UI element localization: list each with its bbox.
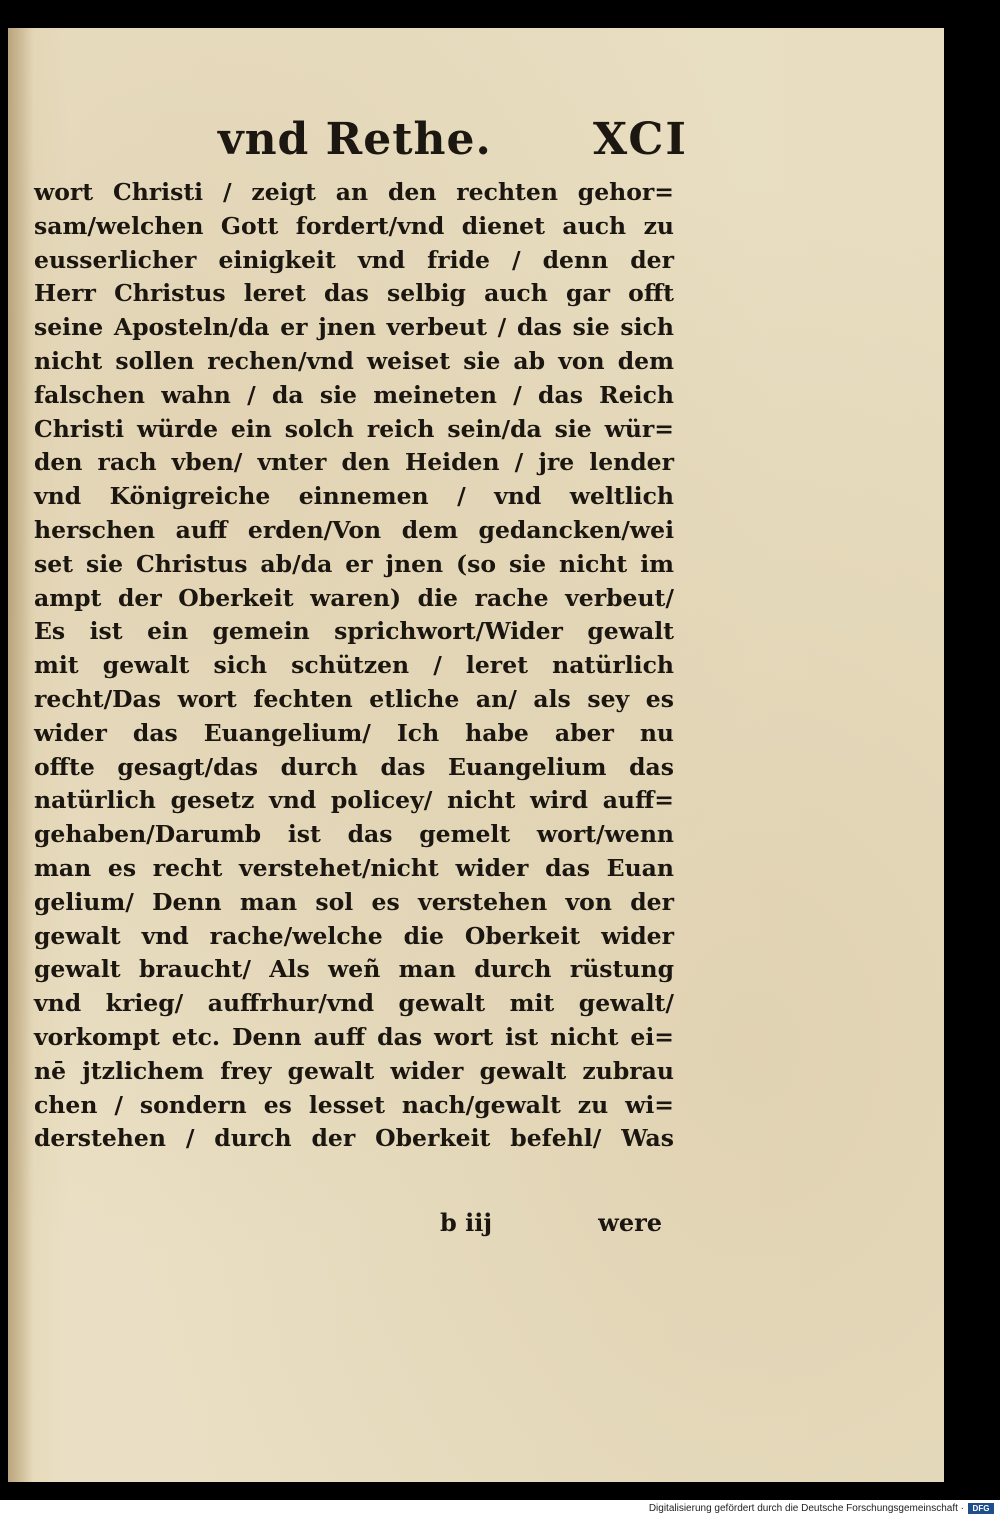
text-line: natürlich gesetz vnd policey/ nicht wird auff=	[34, 786, 674, 815]
text-line: vnd krieg/ auffrhur/vnd gewalt mit gewalt/	[34, 989, 674, 1018]
text-line: ampt der Oberkeit waren) die rache verbeut/	[34, 583, 674, 612]
book-page	[8, 28, 944, 1482]
text-line: Herr Christus leret das selbig auch gar offt	[34, 279, 674, 308]
text-line: nē jtzlichem frey gewalt wider gewalt zubrau	[34, 1056, 674, 1085]
body-text-block	[34, 176, 674, 1156]
funding-caption: Digitalisierung gefördert durch die Deutsche Forschungsgemeinschaft ·	[648, 1503, 964, 1514]
text-line: offte gesagt/das durch das Euangelium das	[34, 752, 674, 781]
text-line: nicht sollen rechen/vnd weiset sie ab von dem	[34, 346, 674, 375]
text-line: den rach vben/ vnter den Heiden / jre lender	[34, 448, 674, 477]
text-line: chen / sondern es lesset nach/gewalt zu wi=	[34, 1090, 674, 1119]
text-line: vnd Königreiche einnemen / vnd weltlich	[34, 482, 674, 511]
dfg-logo-icon: DFG	[968, 1503, 994, 1514]
page-footer	[428, 1200, 668, 1240]
text-line: recht/Das wort fechten etliche an/ als sey es	[34, 684, 674, 713]
text-line: gelium/ Denn man sol es verstehen von der	[34, 887, 674, 916]
text-line: wort Christi / zeigt an den rechten gehor=	[34, 178, 674, 206]
running-title: vnd Rethe.	[218, 114, 492, 165]
caption-bar	[0, 1500, 1000, 1517]
folio-number: XCI	[593, 114, 688, 165]
text-line: Christi würde ein solch reich sein/da sie wür=	[34, 414, 674, 443]
text-line: falschen wahn / da sie meineten / das Reich	[34, 380, 674, 409]
text-line: vorkompt etc. Denn auff das wort ist nicht ei=	[34, 1022, 674, 1051]
text-line: set sie Christus ab/da er jnen (so sie nicht im	[34, 549, 674, 578]
text-line: Es ist ein gemein sprichwort/Wider gewalt	[34, 617, 674, 646]
text-line: gehaben/Darumb ist das gemelt wort/wenn	[34, 820, 674, 849]
text-line: herschen auff erden/Von dem gedancken/wei	[34, 515, 674, 544]
text-line: eusserlicher einigkeit vnd fride / denn der	[34, 245, 674, 274]
signature-mark: b iij	[440, 1208, 493, 1237]
text-line: man es recht verstehet/nicht wider das Euan	[34, 853, 674, 882]
text-line: seine Aposteln/da er jnen verbeut / das sie sich	[34, 313, 674, 342]
catchword: were	[598, 1208, 662, 1237]
text-line: mit gewalt sich schützen / leret natürlich	[34, 651, 674, 680]
text-line: gewalt vnd rache/welche die Oberkeit wider	[34, 921, 674, 950]
page-header	[218, 114, 688, 184]
text-line: derstehen / durch der Oberkeit befehl/ Was	[34, 1124, 674, 1153]
text-line: wider das Euangelium/ Ich habe aber nu	[34, 718, 674, 747]
page-gutter-shadow	[8, 28, 34, 1482]
text-line: sam/welchen Gott fordert/vnd dienet auch zu	[34, 211, 674, 240]
text-line: gewalt braucht/ Als weñ man durch rüstung	[34, 955, 674, 984]
